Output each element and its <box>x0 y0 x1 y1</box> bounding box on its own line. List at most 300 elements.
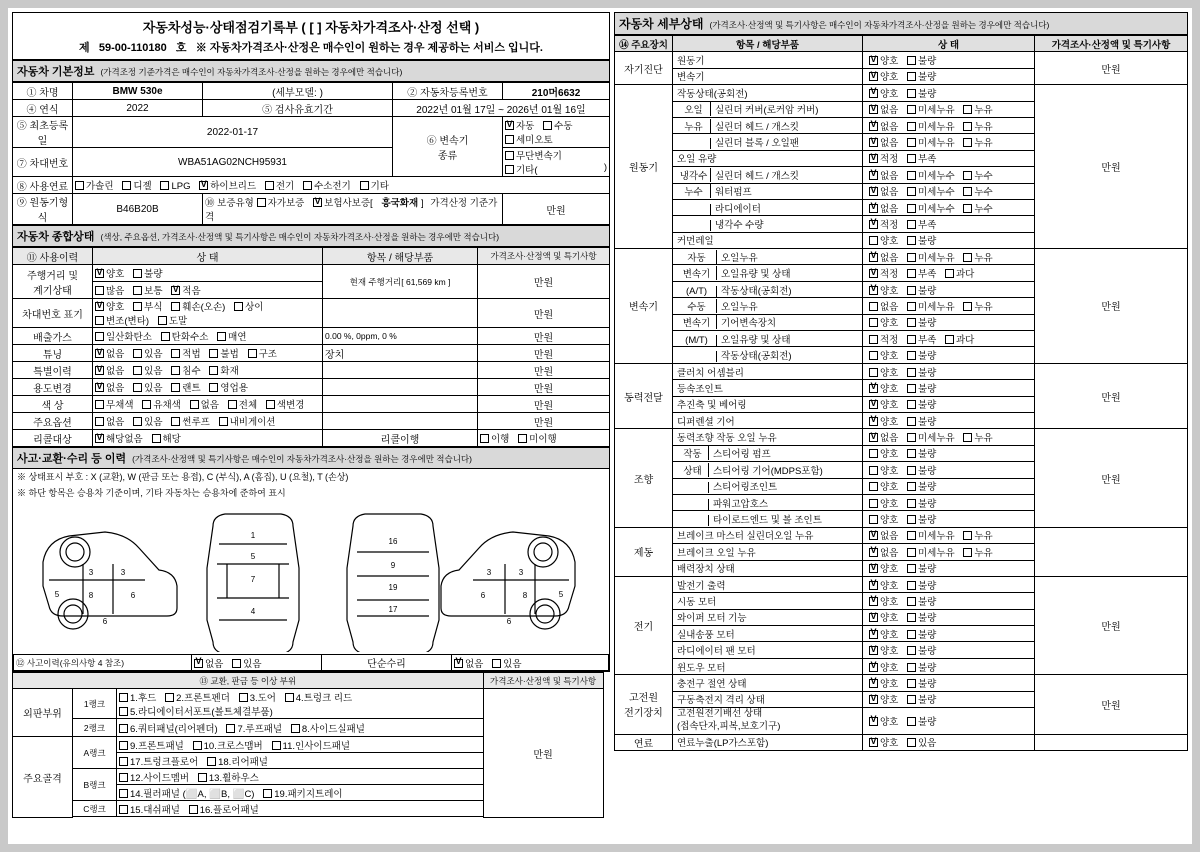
sub-blank2 <box>677 204 711 215</box>
parts-header-right: 가격조사·산정액 및 특기사항 <box>483 673 603 689</box>
opt-bad[interactable]: 불량 <box>907 660 936 674</box>
state-blower-motor <box>863 626 1035 642</box>
opt-slight[interactable]: 미세누유 <box>907 545 955 559</box>
rank-2-items <box>117 719 484 737</box>
service-note: ※ 자동차가격조사·산정은 매수인이 원하는 경우 제공하는 서비스 입니다. <box>195 42 543 54</box>
state-steering-gear <box>863 462 1035 478</box>
opt-slight[interactable]: 미세누유 <box>907 430 955 444</box>
opt-slight[interactable]: 미세누유 <box>907 250 955 264</box>
docno-prefix: 제 <box>79 42 90 54</box>
rank-a-items-1 <box>117 737 484 753</box>
opt-slight[interactable]: 미세누수 <box>907 184 955 198</box>
state-engine-oil-level <box>863 150 1035 166</box>
opt-adequate[interactable]: V 적정 <box>869 266 898 280</box>
opt-bad[interactable]: 불량 <box>907 381 936 395</box>
opt-good[interactable]: V 양호 <box>869 643 898 657</box>
rank-b-label: B랭크 <box>73 769 117 801</box>
sub-blank5 <box>677 482 709 493</box>
rank-1-label: 1랭크 <box>73 689 117 719</box>
doc-number-line <box>13 38 609 59</box>
money-transmission: 만원 <box>1035 249 1188 364</box>
accident-opt-yes[interactable]: 있음 <box>232 656 261 670</box>
col-state: 상 태 <box>93 248 323 265</box>
opt-leak[interactable]: 누유 <box>963 135 992 149</box>
state-radiator-fan-motor <box>863 642 1035 658</box>
sub-mt-label2: 변속기 <box>677 315 717 329</box>
emission-opt-co[interactable]: 일산화탄소 <box>95 329 152 343</box>
tuning-opt-yes[interactable]: 있음 <box>133 346 162 360</box>
sub-at-label3: (A/T) <box>677 286 717 297</box>
part-floor-panel[interactable]: 16.플로어패널 <box>189 802 259 816</box>
opt-leak[interactable]: 누유 <box>963 545 992 559</box>
first-reg-label: ⑤ 최초등록일 <box>13 117 73 148</box>
opt-adequate[interactable]: V 적정 <box>869 151 898 165</box>
recall-opt-none[interactable]: V 해당없음 <box>95 431 143 445</box>
opt-leak[interactable]: 누수 <box>963 168 992 182</box>
opt-bad[interactable]: 불량 <box>907 397 936 411</box>
opt-good[interactable]: V 양호 <box>869 69 898 83</box>
item-tie-rod-end: 타이로드엔드 및 볼 조인트 <box>673 511 863 527</box>
opt-bad[interactable]: 불량 <box>907 86 936 100</box>
fuel-opt-lpg[interactable]: LPG <box>160 180 190 192</box>
opt-bad[interactable]: 불량 <box>907 414 936 428</box>
opt-none[interactable]: V 없음 <box>869 119 898 133</box>
part-trunk-lid[interactable]: 4.트렁크 리드 <box>285 690 352 704</box>
item-blower-motor: 실내송풍 모터 <box>673 626 863 642</box>
sub-blank <box>677 138 711 149</box>
trans-opt-manual[interactable]: 수동 <box>543 118 572 132</box>
warranty-insurer: 흥국화재 <box>381 198 419 209</box>
part-trunk-floor[interactable]: 17.트렁크플로어 <box>119 754 198 768</box>
tuning-part: 장치 <box>323 345 478 362</box>
svg-text:17: 17 <box>388 605 398 614</box>
opt-good[interactable]: V 양호 <box>869 397 898 411</box>
opt-good[interactable]: V 양호 <box>869 735 898 749</box>
opt-low[interactable]: 부족 <box>907 266 936 280</box>
mileage-money: 만원 <box>478 265 610 299</box>
svg-text:8: 8 <box>522 591 528 600</box>
sub-coolant-label: 냉각수 <box>677 168 711 182</box>
color-opt-chromatic[interactable]: 유채색 <box>142 397 181 411</box>
opt-none[interactable]: V 없음 <box>869 102 898 116</box>
col-price-note-right: 가격조사·산정액 및 특기사항 <box>1035 36 1188 52</box>
item-mt-gear-shift: 변속기 기어변속장치 <box>673 314 863 330</box>
state-radiator <box>863 199 1035 215</box>
state-water-pump <box>863 183 1035 199</box>
part-hood[interactable]: 1.후드 <box>119 690 156 704</box>
opt-bad[interactable]: 불량 <box>907 53 936 67</box>
opt-good[interactable]: V 양호 <box>869 660 898 674</box>
opt-good[interactable]: V 양호 <box>869 627 898 641</box>
opt-good[interactable]: V 양호 <box>869 714 898 728</box>
opt-leak[interactable]: 누유 <box>963 528 992 542</box>
opt-bad[interactable]: 불량 <box>907 315 936 329</box>
special-opt-yes[interactable]: 있음 <box>133 363 162 377</box>
opt-good[interactable]: 양호 <box>869 348 898 362</box>
vinmark-opt-corrosion[interactable]: 부식 <box>133 299 162 313</box>
group-selfdiag: 자기진단 <box>615 52 673 85</box>
state-power-steering-leak <box>863 429 1035 445</box>
state-fuel-leak <box>863 734 1035 750</box>
opt-leak[interactable]: 누유 <box>963 430 992 444</box>
opt-none[interactable]: V 없음 <box>869 545 898 559</box>
recall-opt-yes[interactable]: 해당 <box>152 431 181 445</box>
item-differential-gear: 디퍼렌셜 기어 <box>673 412 863 428</box>
vinmark-opt-different[interactable]: 상이 <box>234 299 263 313</box>
part-cross-member[interactable]: 10.크로스맴버 <box>193 738 263 752</box>
opt-none[interactable]: 없음 <box>869 299 898 313</box>
accident-history-table <box>13 654 609 671</box>
item-booster-state: 배력장치 상태 <box>673 560 863 576</box>
group-exterior-label: 외판부위 <box>13 689 73 737</box>
item-hv-wiring: 고전원전기배선 상태 (접속단자,피복,보호기구) <box>673 708 863 735</box>
svg-text:3: 3 <box>518 568 524 577</box>
mileage-opt-many[interactable]: 많음 <box>95 283 124 297</box>
opt-leak[interactable]: 누유 <box>963 299 992 313</box>
opt-bad[interactable]: 불량 <box>907 610 936 624</box>
part-side-member[interactable]: 12.사이드멤버 <box>119 770 189 784</box>
opt-good[interactable]: 양호 <box>869 463 898 477</box>
part-side-sill-panel[interactable]: 8.사이드실패널 <box>291 721 365 735</box>
color-opt-all[interactable]: 전체 <box>228 397 257 411</box>
opt-good[interactable]: 양호 <box>869 233 898 247</box>
svg-text:6: 6 <box>102 617 108 626</box>
item-propeller-shaft: 추진축 및 베어링 <box>673 396 863 412</box>
opt-bad[interactable]: 불량 <box>907 348 936 362</box>
vinmark-opt-good[interactable]: V양호 <box>95 299 124 313</box>
item-power-steering-leak: 동력조향 작동 오일 누유 <box>673 429 863 445</box>
row-color-label: 색 상 <box>13 396 93 413</box>
opt-bad[interactable]: 불량 <box>907 446 936 460</box>
money-selfdiag: 만원 <box>1035 52 1188 85</box>
options-part <box>323 413 478 430</box>
opt-slight[interactable]: 미세누유 <box>907 528 955 542</box>
sub-blank3 <box>677 220 711 231</box>
usechange-opt-rent[interactable]: 랜트 <box>171 380 200 394</box>
trans-opt-etc[interactable]: 기타( <box>505 162 538 176</box>
opt-good[interactable]: V 양호 <box>869 676 898 690</box>
warranty-opt-insurer[interactable]: V 보험사보증[ <box>313 195 373 209</box>
options-opt-yes[interactable]: 있음 <box>133 414 162 428</box>
svg-text:9: 9 <box>390 561 396 570</box>
vinmark-part <box>323 299 478 328</box>
opt-good[interactable]: V 양호 <box>869 414 898 428</box>
opt-none[interactable]: V 없음 <box>869 168 898 182</box>
opt-bad[interactable]: 불량 <box>907 365 936 379</box>
opt-bad[interactable]: 불량 <box>907 283 936 297</box>
row-special-state <box>93 362 323 379</box>
opt-good[interactable]: V 양호 <box>869 86 898 100</box>
opt-leak[interactable]: 누유 <box>963 119 992 133</box>
state-starter-motor <box>863 593 1035 609</box>
usechange-opt-commercial[interactable]: 영업용 <box>209 380 248 394</box>
reg-no-label: ② 자동차등록번호 <box>393 83 503 100</box>
opt-good[interactable]: 양호 <box>869 512 898 526</box>
state-wiper-motor <box>863 609 1035 625</box>
state-at-oil-leak <box>863 249 1035 265</box>
opt-leak[interactable]: 누유 <box>963 102 992 116</box>
item-coolant-head-gasket: 냉각수 실린더 헤드 / 개스킷 <box>673 167 863 183</box>
row-usechange-state <box>93 379 323 396</box>
item-mt-idle: 작동상태(공회전) <box>673 347 863 363</box>
parts-money: 만원 <box>483 689 603 818</box>
trans-opt-auto[interactable]: V자동 <box>505 118 534 132</box>
options-opt-none[interactable]: 없음 <box>95 414 124 428</box>
part-front-panel[interactable]: 9.프론트패널 <box>119 738 184 752</box>
opt-good[interactable]: V 양호 <box>869 692 898 706</box>
usechange-part <box>323 379 478 396</box>
section-accident-title: 사고·교환·수리 등 이력 <box>17 453 127 465</box>
part-inside-panel[interactable]: 11.인사이드패널 <box>272 738 351 752</box>
item-engine-head-gasket: 누유 실린더 헤드 / 개스킷 <box>673 117 863 133</box>
svg-text:8: 8 <box>88 591 94 600</box>
state-hv-wiring <box>863 708 1035 735</box>
tuning-opt-illegal[interactable]: 불법 <box>209 346 238 360</box>
row-vin-mark-state <box>93 299 323 328</box>
fuel-label: ⑧ 사용연료 <box>13 177 73 194</box>
opt-good[interactable]: V 양호 <box>869 594 898 608</box>
engine-label: ⑨ 원동기형식 <box>13 194 73 225</box>
state-battery-isolation <box>863 691 1035 707</box>
opt-bad[interactable]: 불량 <box>907 479 936 493</box>
opt-adequate[interactable]: 적정 <box>869 332 898 346</box>
warranty-opt-self[interactable]: 자가보증 <box>257 195 305 209</box>
trans-etc-close: ) <box>603 162 607 173</box>
group-fuel: 연료 <box>615 734 673 750</box>
opt-slight[interactable]: 미세누수 <box>907 168 955 182</box>
opt-bad[interactable]: 불량 <box>907 561 936 575</box>
opt-good[interactable]: V 양호 <box>869 283 898 297</box>
opt-bad[interactable]: 불량 <box>907 233 936 247</box>
part-package-tray[interactable]: 19.패키지트레이 <box>263 786 342 800</box>
recall-part: 리콜이행 <box>323 430 478 447</box>
options-opt-sunroof[interactable]: 썬루프 <box>171 414 210 428</box>
opt-good[interactable]: 양호 <box>869 365 898 379</box>
rank-c-items <box>117 801 484 817</box>
opt-low[interactable]: 부족 <box>907 151 936 165</box>
state-tie-rod-end <box>863 511 1035 527</box>
color-opt-changed[interactable]: 색변경 <box>266 397 305 411</box>
section-accident-note: (가격조사·산정액 및 특기사항은 매수인이 자동차가격조사·산정을 원하는 경우에만 적습니다) <box>132 454 472 464</box>
opt-bad[interactable]: 불량 <box>907 463 936 477</box>
opt-excess[interactable]: 과다 <box>945 266 974 280</box>
special-opt-fire[interactable]: 화재 <box>209 363 238 377</box>
opt-none[interactable]: V 없음 <box>869 135 898 149</box>
state-engine-block-oilpan <box>863 134 1035 150</box>
state-selfdiag-engine <box>863 52 1035 68</box>
emission-values: 0.00 %, 0ppm, 0 % <box>323 328 478 345</box>
state-brake-master-cyl <box>863 527 1035 543</box>
mileage-opt-bad[interactable]: 불량 <box>133 266 162 280</box>
fuel-opt-hydrogen[interactable]: 수소전기 <box>303 178 351 192</box>
svg-text:3: 3 <box>88 568 94 577</box>
opt-good[interactable]: V 양호 <box>869 381 898 395</box>
opt-slight[interactable]: 미세누유 <box>907 102 955 116</box>
fuel-opt-etc[interactable]: 기타 <box>360 178 389 192</box>
color-money: 만원 <box>478 396 610 413</box>
opt-bad[interactable]: 불량 <box>907 714 936 728</box>
engine-value: B46B20B <box>73 194 203 225</box>
opt-leak[interactable]: 누수 <box>963 184 992 198</box>
group-steering: 조향 <box>615 429 673 527</box>
opt-good[interactable]: 양호 <box>869 496 898 510</box>
part-door[interactable]: 3.도어 <box>239 690 276 704</box>
trans-opt-semiauto[interactable]: 세미오토 <box>505 132 553 146</box>
item-selfdiag-engine: 원동기 <box>673 52 863 68</box>
opt-bad[interactable]: 불량 <box>907 643 936 657</box>
simple-opt-none[interactable]: V 없음 <box>454 656 483 670</box>
opt-good[interactable]: V 양호 <box>869 578 898 592</box>
item-mt-oil-level: (M/T) 오일유량 및 상태 <box>673 331 863 347</box>
emission-opt-hc[interactable]: 탄화수소 <box>161 329 209 343</box>
opt-yes[interactable]: 있음 <box>907 735 936 749</box>
item-starter-motor: 시동 모터 <box>673 593 863 609</box>
usechange-opt-yes[interactable]: 있음 <box>133 380 162 394</box>
state-charging-port-insulation <box>863 675 1035 691</box>
state-power-hose <box>863 494 1035 510</box>
state-mt-idle <box>863 347 1035 363</box>
tuning-opt-none[interactable]: V 없음 <box>95 346 124 360</box>
item-battery-isolation: 구동축전지 격리 상태 <box>673 691 863 707</box>
money-braking <box>1035 527 1188 576</box>
money-powertrain: 만원 <box>1035 363 1188 429</box>
opt-good[interactable]: V 양호 <box>869 561 898 575</box>
state-coolant-level <box>863 216 1035 232</box>
group-powertrain: 동력전달 <box>615 363 673 429</box>
fuel-opt-diesel[interactable]: 디젤 <box>122 178 151 192</box>
car-name-value: BMW 530e <box>73 83 203 100</box>
svg-text:6: 6 <box>130 591 136 600</box>
svg-text:1: 1 <box>250 531 256 540</box>
row-mileage-state-2 <box>93 282 323 299</box>
opt-slight[interactable]: 미세누수 <box>907 201 955 215</box>
opt-low[interactable]: 부족 <box>907 217 936 231</box>
mileage-opt-normal[interactable]: 보통 <box>133 283 162 297</box>
special-opt-flood[interactable]: 침수 <box>171 363 200 377</box>
mileage-opt-few[interactable]: V 적음 <box>171 283 200 297</box>
rank-2-label: 2랭크 <box>73 719 117 737</box>
vinmark-opt-damage[interactable]: 훼손(오손) <box>171 299 225 313</box>
special-opt-none[interactable]: V 없음 <box>95 363 124 377</box>
sub-oil-leak-label2: 누유 <box>677 119 711 133</box>
opt-bad[interactable]: 불량 <box>907 692 936 706</box>
opt-good[interactable]: 양호 <box>869 446 898 460</box>
opt-bad[interactable]: 불량 <box>907 594 936 608</box>
opt-slight[interactable]: 미세누유 <box>907 119 955 133</box>
color-opt-none[interactable]: 없음 <box>190 397 219 411</box>
inspect-value: 2022년 01월 17일 ~ 2026년 01월 16일 <box>393 100 610 117</box>
sub-at-label: 자동 <box>677 250 717 264</box>
part-quarter-panel[interactable]: 6.쿼터패널(리어펜더) <box>119 721 218 735</box>
item-clutch-assembly: 클러치 어셈블리 <box>673 363 863 379</box>
part-wheel-house[interactable]: 13.휠하우스 <box>198 770 259 784</box>
fuel-opt-ev[interactable]: 전기 <box>265 178 294 192</box>
vinmark-opt-erased[interactable]: 도말 <box>158 313 187 327</box>
sub-blank7 <box>677 515 709 526</box>
parts-header-left: ⑬ 교환, 판금 등 이상 부위 <box>13 673 484 689</box>
car-diagram <box>13 502 609 654</box>
opt-adequate[interactable]: V 적정 <box>869 217 898 231</box>
row-color-state <box>93 396 323 413</box>
opt-bad[interactable]: 불량 <box>907 627 936 641</box>
color-opt-achromatic[interactable]: 무채색 <box>95 397 134 411</box>
accident-opt-none[interactable]: V 없음 <box>194 656 223 670</box>
opt-low[interactable]: 부족 <box>907 332 936 346</box>
recall-opt-notdone[interactable]: 미이행 <box>518 431 557 445</box>
opt-good[interactable]: V 양호 <box>869 53 898 67</box>
opt-leak[interactable]: 누수 <box>963 201 992 215</box>
trans-opts-row2 <box>503 148 610 177</box>
state-window-motor <box>863 658 1035 674</box>
opt-none[interactable]: V 없음 <box>869 201 898 215</box>
part-pillar-panel[interactable]: 14.필러패널 (⬜A, ⬜B, ⬜C) <box>119 786 254 800</box>
tuning-opt-legal[interactable]: 적법 <box>171 346 200 360</box>
opt-slight[interactable]: 미세누유 <box>907 135 955 149</box>
state-coolant-head-gasket <box>863 167 1035 183</box>
mileage-opt-good[interactable]: V양호 <box>95 266 124 280</box>
vinmark-opt-altered[interactable]: 변조(변타) <box>95 313 149 327</box>
opt-none[interactable]: V 없음 <box>869 250 898 264</box>
sub-mt-label: 수동 <box>677 299 717 313</box>
part-radiator-support[interactable]: 5.라디에이터서포트(볼트체결부품) <box>119 704 273 718</box>
usechange-opt-none[interactable]: V 없음 <box>95 380 124 394</box>
accident-note-1: ※ 상태표시 부호 : X (교환), W (판금 또는 용접), C (부식), A (흠집), U (요철), T (손상) <box>17 472 349 482</box>
opt-excess[interactable]: 과다 <box>945 332 974 346</box>
part-front-fender[interactable]: 2.프론트펜더 <box>165 690 230 704</box>
part-rear-panel[interactable]: 18.리어패널 <box>207 754 268 768</box>
recall-opt-done[interactable]: 이행 <box>480 431 509 445</box>
section-detail-header <box>614 12 1188 35</box>
money-electric: 만원 <box>1035 576 1188 674</box>
special-money: 만원 <box>478 362 610 379</box>
state-alternator-output <box>863 576 1035 592</box>
parts-replacement-table <box>12 672 610 818</box>
opt-bad[interactable]: 불량 <box>907 676 936 690</box>
item-fuel-leak: 연료누출(LP가스포함) <box>673 734 863 750</box>
opt-none[interactable]: V 없음 <box>869 184 898 198</box>
opt-good[interactable]: V 양호 <box>869 610 898 624</box>
sub-oil-leak-label: 오일 <box>677 102 711 116</box>
year-value: 2022 <box>73 100 203 117</box>
fuel-opt-gasoline[interactable]: 가솔린 <box>75 178 114 192</box>
fuel-opt-hybrid[interactable]: V 하이브리드 <box>199 178 256 192</box>
state-steering-joint <box>863 478 1035 494</box>
sub-mt-label3: (M/T) <box>677 335 717 346</box>
section-overall-title: 자동차 종합상태 <box>17 231 95 243</box>
emission-opt-smoke[interactable]: 매연 <box>217 329 246 343</box>
opt-bad[interactable]: 불량 <box>907 69 936 83</box>
options-opt-navigation[interactable]: 내비게이션 <box>219 414 276 428</box>
opt-bad[interactable]: 불량 <box>907 496 936 510</box>
money-engine: 만원 <box>1035 85 1188 249</box>
opt-good[interactable]: 양호 <box>869 479 898 493</box>
opt-none[interactable]: V 없음 <box>869 430 898 444</box>
col-main-device: ⑭ 주요장치 <box>615 36 673 52</box>
opt-good[interactable]: 양호 <box>869 315 898 329</box>
opt-none[interactable]: V 없음 <box>869 528 898 542</box>
opt-slight[interactable]: 미세누유 <box>907 299 955 313</box>
part-dash-panel[interactable]: 15.대쉬패널 <box>119 802 180 816</box>
opt-bad[interactable]: 불량 <box>907 512 936 526</box>
trans-opt-cvt[interactable]: 무단변속기 <box>505 148 562 162</box>
opt-leak[interactable]: 누유 <box>963 250 992 264</box>
part-roof-panel[interactable]: 7.루프패널 <box>226 721 282 735</box>
simple-opt-yes[interactable]: 있음 <box>492 656 521 670</box>
opt-bad[interactable]: 불량 <box>907 578 936 592</box>
tuning-opt-structure[interactable]: 구조 <box>248 346 277 360</box>
state-common-rail <box>863 232 1035 248</box>
state-mt-oil-leak <box>863 298 1035 314</box>
